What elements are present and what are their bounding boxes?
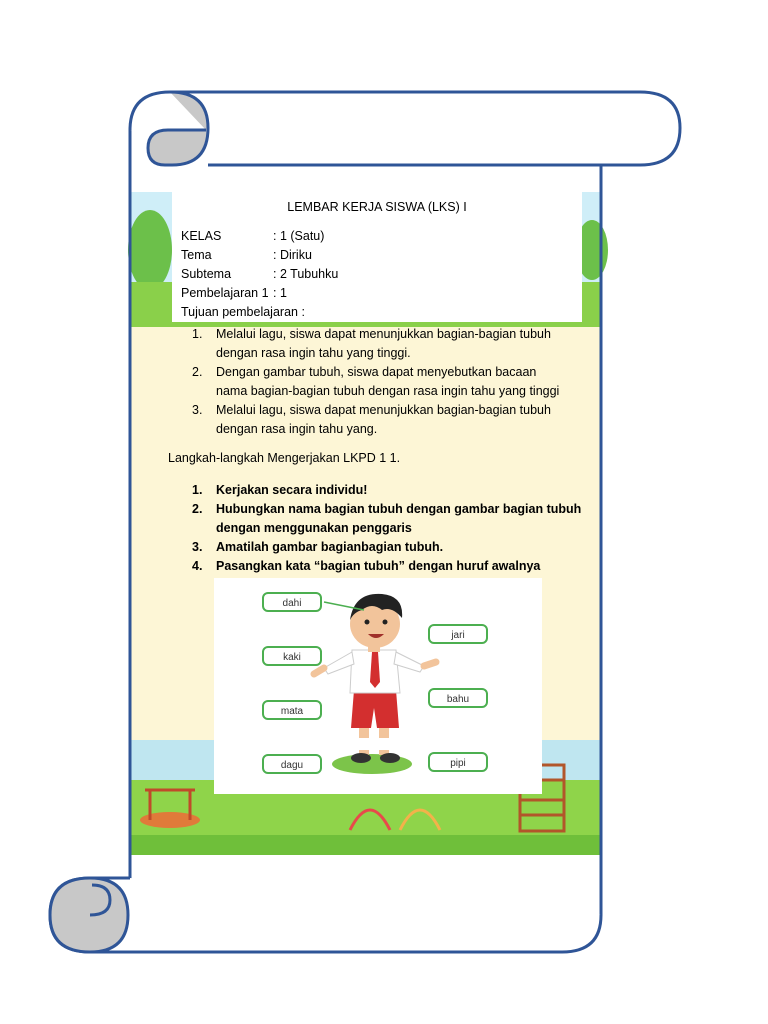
list-item-line: Amatilah gambar bagianbagian tubuh. — [216, 540, 444, 554]
list-item-line: Hubungkan nama bagian tubuh dengan gambar bagian tubuh — [216, 502, 582, 516]
body-part-label[interactable]: mata — [262, 700, 322, 720]
info-value: : 2 Tubuhku — [273, 267, 339, 281]
list-item-line: dengan rasa ingin tahu yang tinggi. — [216, 346, 411, 360]
list-item-line: dengan menggunakan penggaris — [216, 521, 412, 535]
body-part-label[interactable]: bahu — [428, 688, 488, 708]
info-label: KELAS — [181, 229, 222, 243]
info-label: Tema — [181, 248, 212, 262]
worksheet-title: LEMBAR KERJA SISWA (LKS) I — [287, 200, 467, 214]
list-item-line: nama bagian-bagian tubuh dengan rasa ingin tahu yang tinggi — [216, 384, 560, 398]
info-label: Pembelajaran 1 — [181, 286, 269, 300]
list-item-line: Melalui lagu, siswa dapat menunjukkan bagian-bagian tubuh — [216, 327, 551, 341]
list-item-line: Melalui lagu, siswa dapat menunjukkan bagian-bagian tubuh — [216, 403, 551, 417]
info-label: Subtema — [181, 267, 232, 281]
objectives-list: 1. Melalui lagu, siswa dapat menunjukkan bagian-bagian tubuh dengan rasa ingin tahu yang tinggi. 2. Dengan gambar tubuh, siswa dapat menyebutkan bacaan nama bagian-bagian tubuh dengan rasa ingin tahu yang tinggi 3. Melalui lagu, siswa dapat menunjukkan bagian-bagian tubuh dengan rasa ingin tahu yang. — [192, 325, 592, 440]
list-item-line: Pasangkan kata “bagian tubuh” dengan huruf awalnya — [216, 559, 541, 573]
info-value: : 1 (Satu) — [273, 229, 325, 243]
body-part-label[interactable]: dagu — [262, 754, 322, 774]
info-value: : 1 — [273, 286, 287, 300]
info-label: Tujuan pembelajaran : — [181, 305, 305, 319]
body-part-label[interactable]: kaki — [262, 646, 322, 666]
body-parts-card — [214, 578, 542, 794]
steps-heading: Langkah-langkah Mengerjakan LKPD 1 1. — [168, 451, 401, 465]
info-value: : Diriku — [273, 248, 312, 262]
steps-list: 1. Kerjakan secara individu! 2. Hubungkan nama bagian tubuh dengan gambar bagian tubuh dengan menggunakan penggaris 3. Amatilah gambar bagianbagian tubuh. 4. Pasangkan kata “bagian tubuh” dengan huruf awalnya — [192, 481, 592, 576]
list-item-line: Dengan gambar tubuh, siswa dapat menyebutkan bacaan — [216, 365, 537, 379]
body-part-label[interactable]: pipi — [428, 752, 488, 772]
list-item-line: dengan rasa ingin tahu yang. — [216, 422, 378, 436]
body-part-label[interactable]: dahi — [262, 592, 322, 612]
worksheet-header — [172, 192, 582, 322]
body-part-label[interactable]: jari — [428, 624, 488, 644]
list-item-line: Kerjakan secara individu! — [216, 483, 368, 497]
